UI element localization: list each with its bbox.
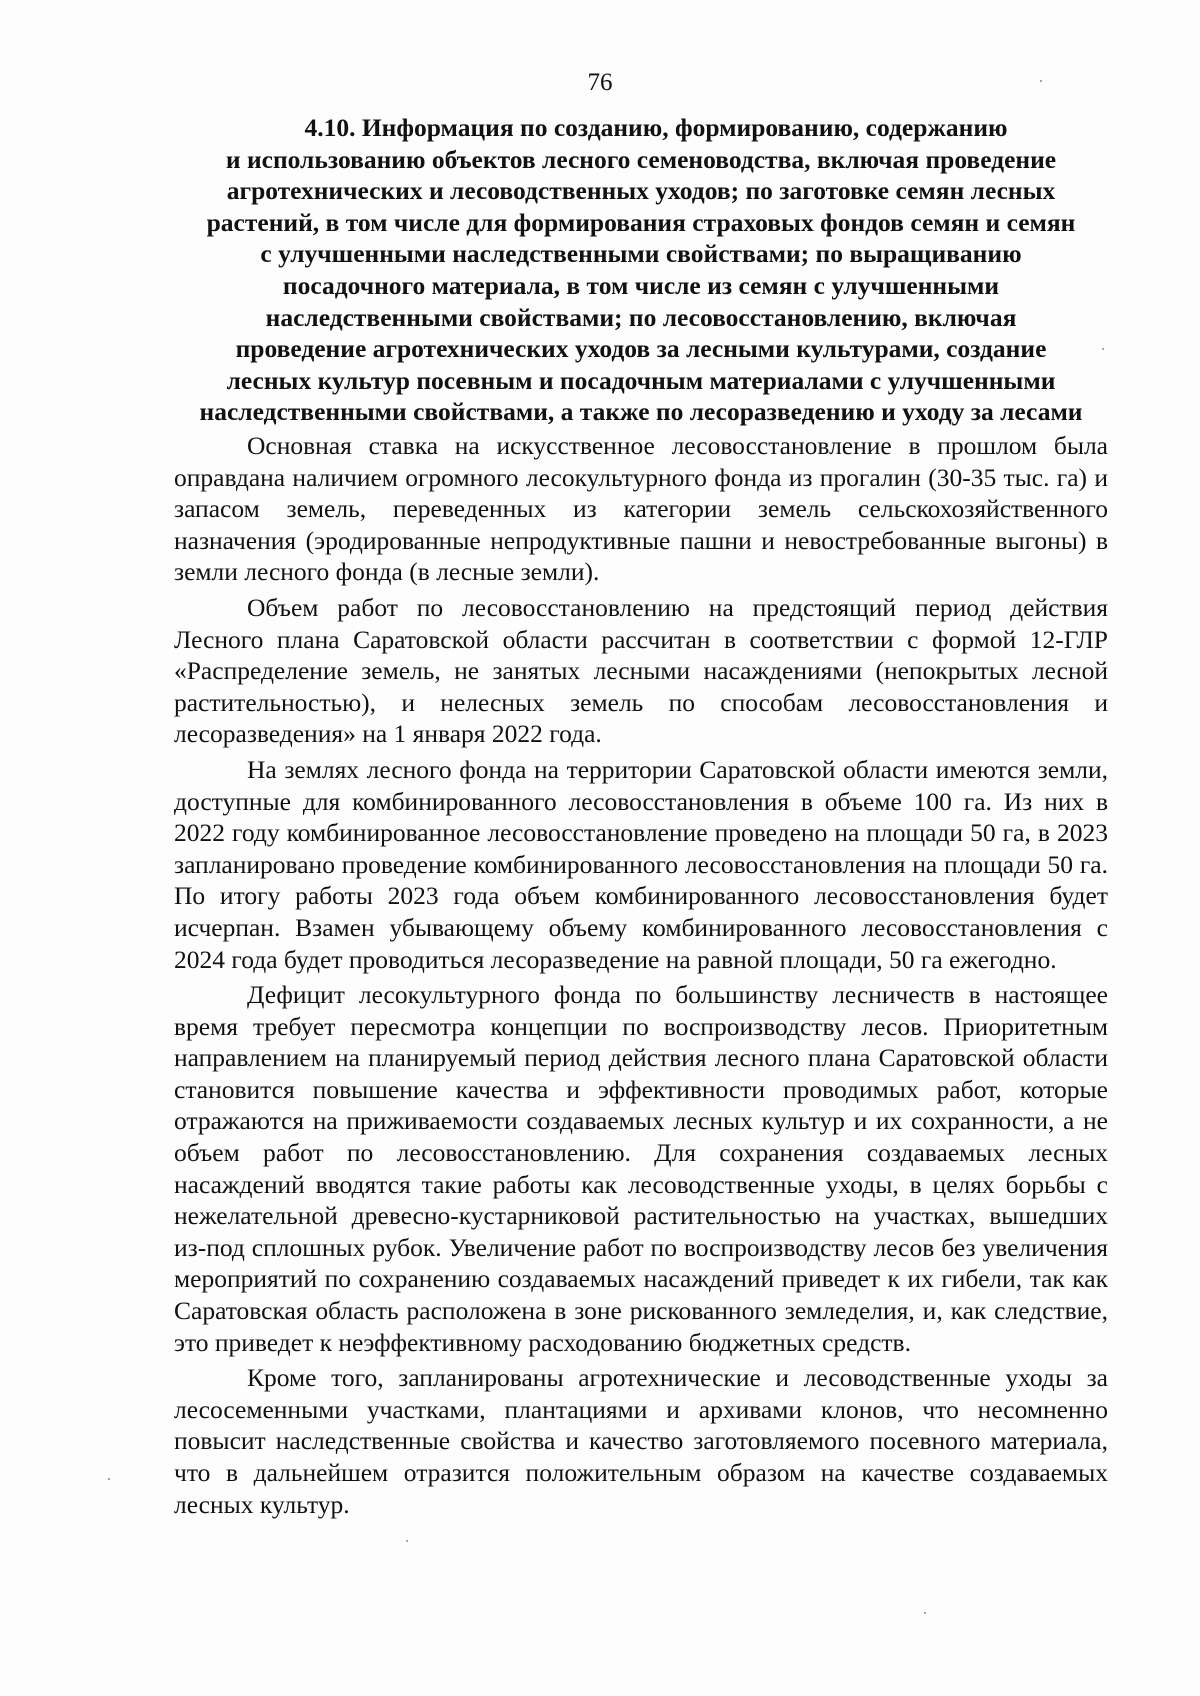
heading-line: проведение агротехнических уходов за лесными культурами, создание [235, 334, 1047, 364]
heading-line: с улучшенными наследственными свойствами; по выращиванию [260, 239, 1022, 269]
heading-line: 4.10. Информация по созданию, формированию, содержанию [304, 113, 1008, 142]
heading-line: посадочного материала, в том числе из семян с улучшенными [282, 270, 1000, 300]
paragraph: Основная ставка на искусственное лесовосстановление в прошлом была оправдана наличием огромного лесокультурного фонда из прогалин (30-35 тыс. га) и запасом земель, переведенных из категории земель сельскохозяйственного назначения (эродированные непродуктивные пашни и невостребованные выгоны) в земли лесного фонда (в лесные земли). [174, 431, 1108, 587]
scan-speck [108, 1478, 110, 1480]
paragraph: Кроме того, запланированы агротехнические и лесоводственные уходы за лесосеменными участками, плантациями и архивами клонов, что несомненно повысит наследственные свойства и качество заготовляемого посевного материала, что в дальнейшем отразится положительным образом на качестве создаваемых лесных культур. [174, 1363, 1108, 1519]
heading-line: и использованию объектов лесного семеноводства, включая проведение [225, 144, 1057, 174]
heading-line: растений, в том числе для формирования страховых фондов семян и семян [206, 207, 1076, 237]
page-number: 76 [587, 69, 613, 96]
heading-line: лесных культур посевным и посадочным материалами с улучшенными [226, 365, 1056, 395]
body-text [174, 430, 1108, 1520]
scan-speck [406, 1540, 408, 1542]
scan-speck [1040, 80, 1042, 82]
heading-line: наследственными свойствами, а также по лесоразведению и уходу за лесами [199, 397, 1083, 427]
heading-line: агротехнических и лесоводственных уходов; по заготовке семян лесных [226, 176, 1056, 206]
scan-speck [924, 1612, 926, 1614]
paragraph: На землях лесного фонда на территории Саратовской области имеются земли, доступные для комбинированного лесовосстановления в объеме 100 га. Из них в 2022 году комбинированное лесовосстановление проведено на площади 50 га, в 2023 запланировано проведение комбинированного лесовосстановления на площади 50 га. По итогу работы 2023 года объем комбинированного лесовосстановления будет исчерпан. Взамен убывающему объему комбинированного лесовосстановления с 2024 года будет проводиться лесоразведение на равной площади, 50 га ежегодно. [174, 754, 1108, 974]
scan-speck [1102, 348, 1104, 350]
section-heading [176, 112, 1106, 428]
heading-line: наследственными свойствами; по лесовосстановлению, включая [265, 302, 1017, 332]
paragraph: Объем работ по лесовосстановлению на предстоящий период действия Лесного плана Саратовской области рассчитан в соответствии с формой 12-ГЛР «Распределение земель, не занятых лесными насаждениями (непокрытых лесной растительностью), и нелесных земель по способам лесовосстановления и лесоразведения» на 1 января 2022 года. [174, 592, 1108, 749]
paragraph: Дефицит лесокультурного фонда по большинству лесничеств в настоящее время требует пересмотра концепции по воспроизводству лесов. Приоритетным направлением на планируемый период действия лесного плана Саратовской области становится повышение качества и эффективности проводимых работ, которые отражаются на приживаемости создаваемых лесных культур и их сохранности, а не объем работ по лесовосстановлению. Для сохранения создаваемых лесных насаждений вводятся такие работы как лесоводственные уходы, в целях борьбы с нежелательной древесно-кустарниковой растительностью на участках, вышедших из-под сплошных рубок. Увеличение работ по воспроизводству лесов без увеличения мероприятий по сохранению создаваемых насаждений приведет к их гибели, так как Саратовская область расположена в зоне рискованного земледелия, и, как следствие, это приведет к неэффективному расходованию бюджетных средств. [174, 980, 1108, 1357]
